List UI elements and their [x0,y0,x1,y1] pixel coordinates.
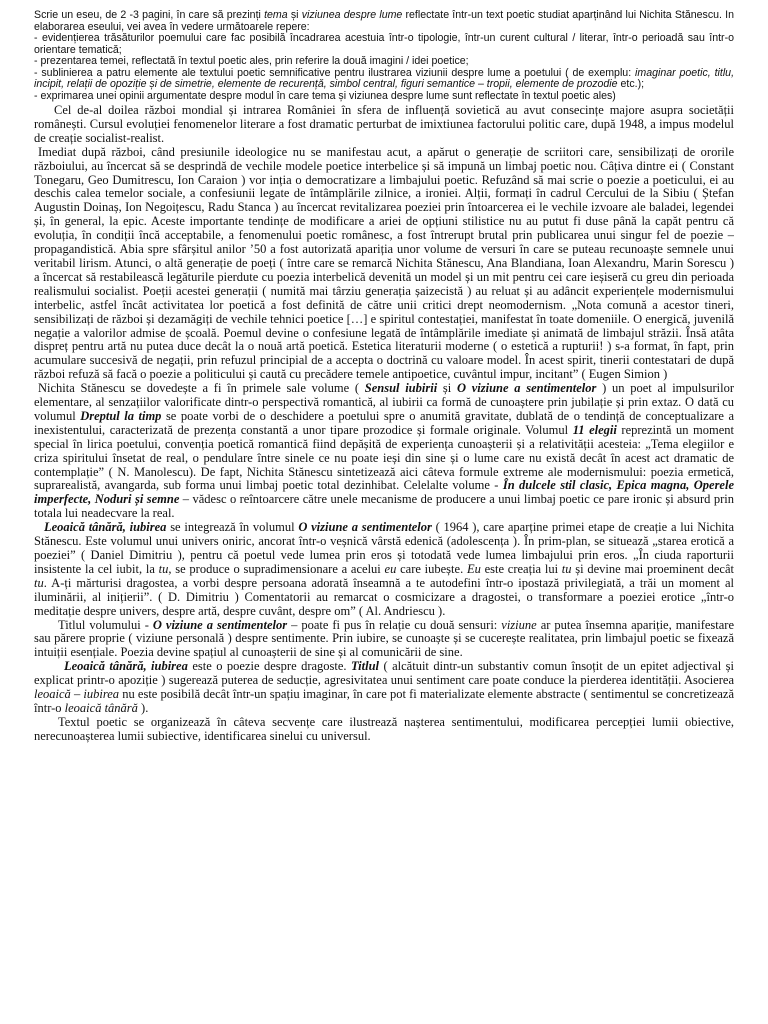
essay-body [34,104,734,744]
paragraph: Imediat după război, când presiunile ideologice nu se manifestau acut, a apărut o generație de scriitori care, sensibilizați de ororile războiului, au încercat să se desprindă de vechile modele poetice interbelice și să impună un limbaj poetic nou. Câțiva dintre ei ( Constant Tonegaru, Geo Dumitrescu, Ion Caraion ) vor inția o democratizare a limbajului poetic. Refuzând să mai scrie o poezie a poeticului, ei au deschis calea temelor sociale, a confesiunii legate de întâmplările zilnice, a ironiei. Alții, formați în cadrul Cercului de la Sibiu ( Ștefan Augustin Doinaș, Ion Negoițescu, Radu Stanca ) au încercat revitalizarea poeziei prin întoarcerea ei le vechile izvoare ale baladei, legendei și, în general, la epic. Aceste importante tendințe de modificare a ariei de opțiuni stilistice nu au putut fi duse până la capăt pentru că evoluția, în condiții încă acceptabile, a fenomenului poetic românesc, a fost întrerupt brutal prin publicarea unui singur fel de poezie – propagandistică. Abia spre sfârșitul anilor ’50 a fost autorizată apariția unor volume de versuri în care se puteau recunoaște semnele unui veritabil lirism. Atunci, o altă generație de poeți ( între care se remarcă Nichita Stănescu, Ana Blandiana, Ioan Alexandru, Marin Sorescu ) a încercat să restabilească legăturile pierdute cu poezia interbelică devenită un model și un mit pentru cei care ieșiseră cu greu din perioada realismului socialist. Poeții acestei generații ( numită mai târziu generația șaizecistă ) au reluat și au adâncit experiențele modernismului interbelic, astfel încât activitatea lor poetică a fost definită de către unii critici drept neomodernism. „Nota comună a acestor tineri, sensibilizați de război și dezamăgiți de vechile tehnici poetice […] e spiritul contestației, manifestat în toate domeniile. O energică, juvenilă negație a valorilor admise de școală. Poemul devine o confesiune legată de întâmplările imediate și animată de limbajul străzii. Însă atâta dispreț pentru artă nu putea duce decât la o nouă artă poetică. Estetica literaturii moderne ( o estetică a rupturii! ) s-a format, în fapt, prin acumulare succesivă de negații, prin refuzul principial de a accepta o doctrină cu valoare model. În acest spirit, tinerii contestatari de după război refuză să facă o poezie a politicului și caută cu precădere temele antipoetice, cuvântul impur, incitant” ( Eugen Simion ) [34,144,734,382]
paragraph: Titlul volumului - O viziune a sentimentelor – poate fi pus în relație cu două sensuri: viziune ar putea însemna apariție, manifestare sau părere proprie ( viziune personală ) despre sentimente. Prin iubire, se cunoaște și se cucerește realitatea, prin limbajul poetic se fixează intuiții esențiale. Poezia devine spațiul al cunoașterii de sine și al comunicării de sine. [34,617,734,660]
paragraph: Textul poetic se organizează în câteva secvențe care ilustrează nașterea sentimentului, modificarea percepției lumii obiective, nerecunoașterea lumii subiective, identificarea sinelui cu universul. [34,714,734,743]
prompt-line: - prezentarea temei, reflectată în textul poetic ales, prin referire la două imagini / idei poetice; [34,55,469,67]
prompt-line: - exprimarea unei opinii argumentate despre modul în care tema și viziunea despre lume sunt reflectate în textul poetic ales) [34,89,616,102]
paragraph: Nichita Stănescu se dovedește a fi în primele sale volume ( Sensul iubirii și O viziune a sentimentelor ) un poet al impulsurilor elementare, al senzațiilor valorificate dintr-o perspectivă romantică, al iubirii ca formă de cunoaștere prin jubilație și prin extaz. O dată cu volumul Dreptul la timp se poate vorbi de o deschidere a poetului spre o anumită gravitate, dublată de o tendință de conceptualizare a inexistentului, caracterizată de prezența constantă a unor tipare prozodice și formale originale. Volumul 11 elegii reprezintă un moment special în lirica poetului, convenția poetică romantică fiind depășită de experiența cunoașterii și a relativității acesteia: „Tema elegiilor e criza spiritului însetat de real, o pendulare între sinele ce nu poate ieși din sine și o lume care nu există decât în acest act dramatic de contemplație” ( N. Manolescu). De fapt, Nichita Stănescu sintetizează aici câteva formule extreme ale modernismului: poezia ermetică, suprarealistă, avangarda, sub forma unui limbaj poetic total dezinhibat. Celelalte volume - În dulcele stil clasic, Epica magna, Operele imperfecte, Noduri și semne – vădesc o reîntoarcere către unele mecanisme de producere a unui limbaj poetic ce pare ironic și absurd prin totala lui neadecvare la real. [34,381,734,521]
prompt-line: Scrie un eseu, de 2 -3 pagini, în care să prezinți tema și viziunea despre lume reflectate într-un text poetic studiat aparținând lui Nichita Stănescu. În elaborarea eseului, vei avea în vedere următoarele repere: [34,10,734,33]
prompt-line: - evidențierea trăsăturilor poemului care fac posibilă încadrarea acestuia într-o tipologie, într-un curent cultural / literar, într-o perioadă sau într-o orientare tematică; [34,32,734,56]
paragraph: Cel de-al doilea război mondial și intrarea României în sfera de influență sovietică au avut consecințe majore asupra societății românești. Cursul evoluției fenomenelor literare a fost dramatic perturbat de imixtiunea factorului politic care, după 1948, a impus modelul de creație socialist-realist. [34,103,734,145]
paragraph: Leoaică tânără, iubirea este o poezie despre dragoste. Titlul ( alcătuit dintr-un substantiv comun însoțit de un epitet adjectival și explicat printr-o apoziție ) sugerează puterea de seducție, agresivitatea unui sentiment care poate conduce la pierderea identității. Asocierea leoaică – iubirea nu este posibilă decât într-un spațiu imaginar, în care pot fi materializate elemente abstracte ( sentimentul se concretizează într-o leoaică tânără ). [34,659,734,715]
essay-prompt [34,10,734,102]
paragraph: Leoaică tânără, iubirea se integrează în volumul O viziune a sentimentelor ( 1964 ), care aparține primei etape de creație a lui Nichita Stănescu. Este volumul unui univers oniric, ancorat într-o veșnică vârstă edenică (adolescența ). În prim-plan, se situează „starea erotică a poeziei” ( Daniel Dimitriu ), pentru că poetul vede lumea prin eros și totodată vede lumea limbajului prin eros. „În ciuda raporturii insistente la cel iubit, la tu, se produce o supradimensionare a acelui eu care iubește. Eu este creația lui tu și devine mai proeminent decât tu. A-ți mărturisi dragostea, a vorbi despre persoana adorată înseamnă a te autodefini într-o ipostază privilegiată, a trăi un moment al iluminării, al inițierii”. ( D. Dimitriu ) Comentatorii au remarcat o cosmicizare a dragostei, o transformare a poeziei erotice „într-o meditație despre univers, despre artă, despre cuvânt, despre om” ( Al. Andriescu ). [34,520,734,618]
prompt-line: - sublinierea a patru elemente ale textului poetic semnificative pentru ilustrarea viziunii despre lume a poetului ( de exemplu: imaginar poetic, titlu, incipit, relații de opoziție și de simetrie, elemente de recurență, simbol central, figuri semantice – tropii, elemente de prozodie etc.); [34,66,734,90]
document-page [34,10,734,1014]
